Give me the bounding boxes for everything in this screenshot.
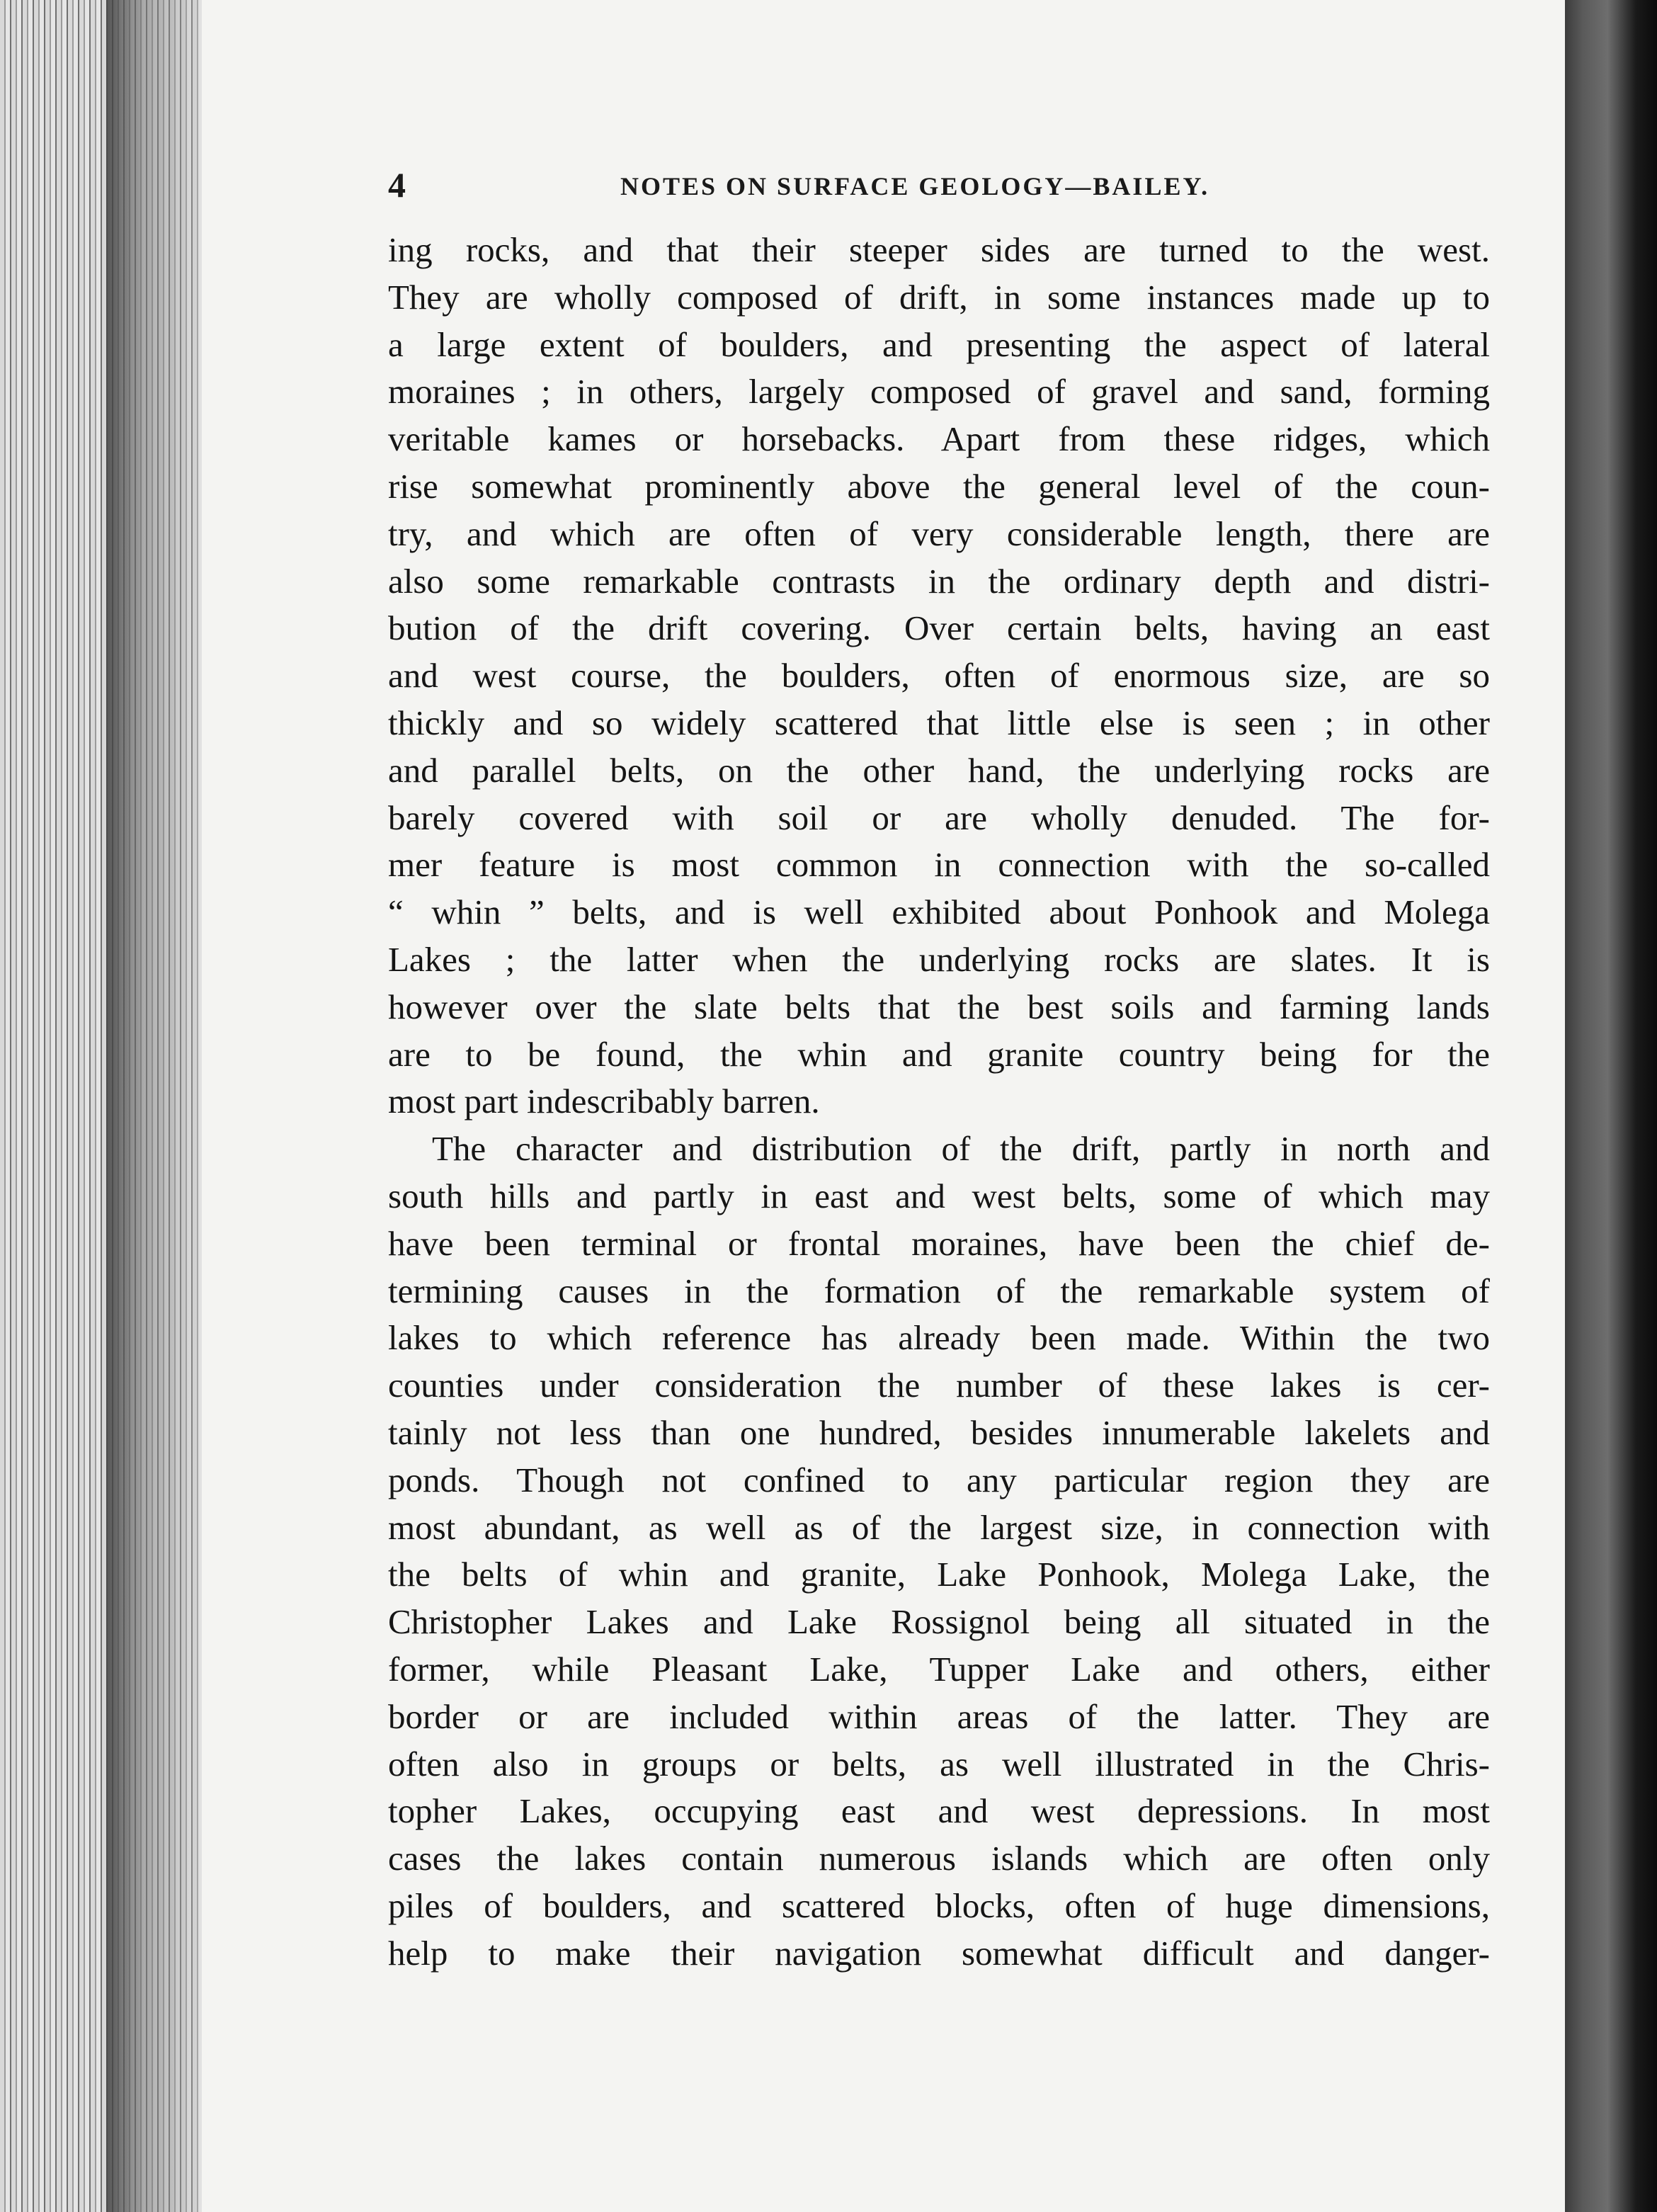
text-line: mer feature is most common in connection with the so-called [388,845,1490,885]
page-edge-right [1565,0,1657,2212]
text-line: moraines ; in others, largely composed of gravel and sand, forming [388,372,1490,412]
text-line: topher Lakes, occupying east and west depressions. In most [388,1791,1490,1831]
text-line: are to be found, the whin and granite country being for the [388,1034,1490,1074]
paragraph-2 [388,1125,1490,1977]
page-number: 4 [388,165,406,205]
text-line: cases the lakes contain numerous islands which are often only [388,1839,1490,1878]
text-line: Lakes ; the latter when the underlying rocks are slates. It is [388,939,1490,979]
text-line: south hills and partly in east and west belts, some of which may [388,1176,1490,1215]
running-head: NOTES ON SURFACE GEOLOGY—BAILEY. [620,172,1210,200]
paragraph-1 [388,227,1490,1125]
text-line: rise somewhat prominently above the general level of the coun- [388,466,1490,506]
text-line: a large extent of boulders, and presenting the aspect of lateral [388,324,1490,364]
text-line: have been terminal or frontal moraines, have been the chief de- [388,1223,1490,1263]
text-line: try, and which are often of very considerable length, there are [388,514,1490,553]
text-line: most part indescribably barren. [388,1082,820,1121]
text-line: piles of boulders, and scattered blocks, often of huge dimensions, [388,1885,1490,1925]
text-line: ing rocks, and that their steeper sides are turned to the west. [388,230,1490,269]
text-line: however over the slate belts that the best soils and farming lands [388,987,1490,1026]
text-line: help to make their navigation somewhat difficult and danger- [388,1933,1490,1973]
text-line: bution of the drift covering. Over certain belts, having an east [388,608,1490,648]
text-line: veritable kames or horsebacks. Apart from these ridges, which [388,419,1490,459]
body-text [388,227,1490,1977]
text-line: counties under consideration the number of these lakes is cer- [388,1366,1490,1405]
text-line: The character and distribution of the drift, partly in north and [432,1129,1490,1169]
text-line: lakes to which reference has already been made. Within the two [388,1318,1490,1358]
text-line: ponds. Though not confined to any particular region they are [388,1460,1490,1499]
text-line: termining causes in the formation of the remarkable system of [388,1271,1490,1310]
text-line: tainly not less than one hundred, besides innumerable lakelets and [388,1412,1490,1452]
text-line: the belts of whin and granite, Lake Ponhook, Molega Lake, the [388,1555,1490,1594]
text-line: barely covered with soil or are wholly denuded. The for- [388,798,1490,837]
text-line: often also in groups or belts, as well illustrated in the Chris- [388,1744,1490,1783]
text-line: most abundant, as well as of the largest size, in connection with [388,1507,1490,1547]
text-line: thickly and so widely scattered that little else is seen ; in other [388,703,1490,742]
page-header [388,164,1493,214]
text-line: “ whin ” belts, and is well exhibited about Ponhook and Molega [388,892,1490,932]
text-line: also some remarkable contrasts in the ordinary depth and distri- [388,561,1490,601]
text-line: border or are included within areas of the latter. They are [388,1696,1490,1736]
text-line: Christopher Lakes and Lake Rossignol being all situated in the [388,1602,1490,1642]
text-line: former, while Pleasant Lake, Tupper Lake and others, either [388,1649,1490,1689]
gutter-shadow [106,0,205,2212]
text-line: They are wholly composed of drift, in some instances made up to [388,277,1490,317]
text-line: and west course, the boulders, often of enormous size, are so [388,656,1490,696]
text-line: and parallel belts, on the other hand, the underlying rocks are [388,750,1490,790]
